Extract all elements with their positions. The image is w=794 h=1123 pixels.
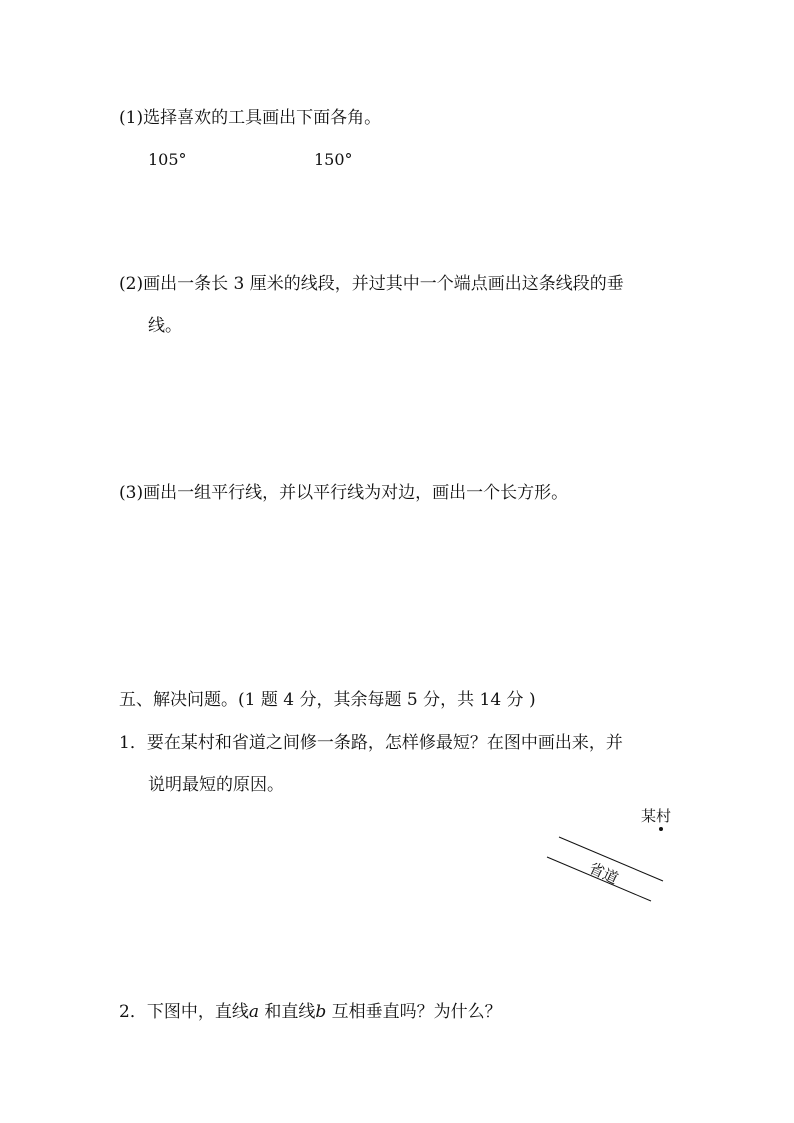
angle-150-label: 150°: [314, 150, 353, 169]
q5-2-text: [119, 1002, 502, 1022]
q5-1-text-line1: 1．要在某村和省道之间修一条路，怎样修最短？在图中画出来，并: [119, 733, 623, 753]
q4-1-instruction: (1)选择喜欢的工具画出下面各角。: [119, 108, 382, 128]
line-a-variable: a: [248, 1002, 259, 1022]
q5-2-text-mid: 和直线: [264, 1002, 316, 1022]
section-5-heading: 五、解决问题。(1 题 4 分，其余每题 5 分，共 14 分 ): [119, 690, 536, 710]
q4-2-instruction-line2: 线。: [148, 316, 182, 336]
line-b-variable: b: [315, 1002, 327, 1022]
road-label: 省道: [586, 858, 622, 888]
q4-2-instruction-line1: (2)画出一条长 3 厘米的线段，并过其中一个端点画出这条线段的垂: [119, 274, 624, 294]
q4-3-instruction: (3)画出一组平行线，并以平行线为对边，画出一个长方形。: [119, 483, 569, 503]
q5-1-text-line2: 说明最短的原因。: [148, 775, 284, 795]
q5-2-text-suffix: 互相垂直吗？为什么？: [331, 1002, 502, 1022]
angle-105-label: 105°: [148, 150, 187, 169]
q5-2-text-prefix: 2．下图中，直线: [119, 1002, 249, 1022]
village-label: 某村: [641, 807, 672, 825]
